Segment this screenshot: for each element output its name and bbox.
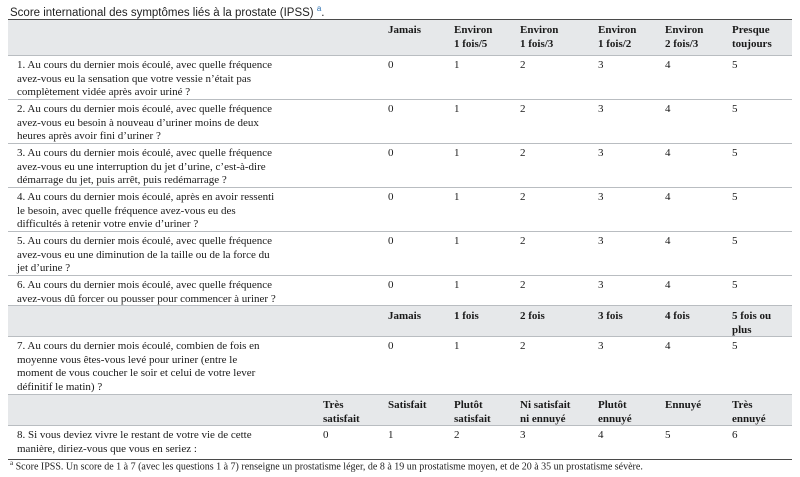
footnote-text: Score IPSS. Un score de 1 à 7 (avec les questions 1 à 7) renseigne un prostatisme léger, de 8 à 19 un prostatisme moyen, et de 20 à 35 un prostatisme sévère.: [15, 461, 643, 473]
answer-score: 4: [665, 235, 671, 247]
question-text: 3. Au cours du dernier mois écoulé, avec quelle fréquence avez-vous eu une interruption du jet d’urine, c’est-à-dire démarrage du jet, puis arrêt, puis redémarrage ?: [17, 147, 273, 186]
header-cell: 3 fois: [598, 310, 623, 322]
header-cell: Plutôt satisfait: [454, 399, 491, 425]
answer-score: 2: [520, 279, 526, 291]
answer-score: 0: [388, 279, 394, 291]
answer-score: 2: [454, 429, 460, 441]
header-cell: Environ 1 fois/2: [598, 24, 637, 50]
answer-score: 0: [388, 340, 394, 352]
header-cell: Très satisfait: [323, 399, 360, 425]
question-row-2: [8, 99, 792, 143]
answer-score: 0: [388, 103, 394, 115]
header-cell: Jamais: [388, 24, 421, 36]
answer-score: 3: [520, 429, 526, 441]
answer-score: 3: [598, 147, 604, 159]
answer-score: 2: [520, 235, 526, 247]
answer-score: 4: [598, 429, 604, 441]
answer-score: 2: [520, 340, 526, 352]
answer-score: 4: [665, 59, 671, 71]
question-row-7: [8, 336, 792, 394]
header-cell: Environ 2 fois/3: [665, 24, 704, 50]
table-caption: Score international des symptômes liés à la prostate (IPSS) $^a$.: [10, 4, 325, 19]
answer-score: 5: [732, 340, 738, 352]
answer-score: 5: [732, 235, 738, 247]
answer-score: 2: [520, 191, 526, 203]
table-footnote: [10, 459, 643, 472]
answer-score: 2: [520, 103, 526, 115]
answer-score: 0: [388, 147, 394, 159]
header-cell: Très ennuyé: [732, 399, 766, 425]
answer-score: 3: [598, 191, 604, 203]
caption-footnote-mark[interactable]: a: [316, 4, 322, 13]
header-cell: 1 fois: [454, 310, 479, 322]
header-cell: 4 fois: [665, 310, 690, 322]
header-cell: Satisfait: [388, 399, 427, 411]
answer-score: 3: [598, 103, 604, 115]
question-text: 2. Au cours du dernier mois écoulé, avec quelle fréquence avez-vous eu besoin à nouveau d’uriner moins de deux heures après avoir fini d’uriner ?: [17, 103, 273, 142]
ipss-table: [8, 19, 792, 460]
answer-score: 1: [388, 429, 394, 441]
footnote-mark: a: [10, 459, 14, 467]
question-row-5: [8, 231, 792, 275]
question-row-1: [8, 55, 792, 99]
answer-score: 4: [665, 103, 671, 115]
answer-score: 2: [520, 59, 526, 71]
answer-score: 1: [454, 59, 460, 71]
answer-score: 1: [454, 191, 460, 203]
answer-score: 5: [732, 103, 738, 115]
header-satisfaction: [8, 394, 792, 425]
question-row-8: [8, 425, 792, 459]
header-cell: Presque toujours: [732, 24, 772, 50]
answer-score: 0: [388, 235, 394, 247]
question-row-6: [8, 275, 792, 305]
answer-score: 4: [665, 340, 671, 352]
question-text: 7. Au cours du dernier mois écoulé, combien de fois en moyenne vous êtes-vous levé pour uriner (entre le moment de vous coucher le soir et celui de votre lever définitif le matin) ?: [17, 340, 260, 393]
header-cell: Environ 1 fois/3: [520, 24, 559, 50]
answer-score: 3: [598, 235, 604, 247]
header-cell: 5 fois ou plus: [732, 310, 772, 336]
answer-score: 4: [665, 279, 671, 291]
question-row-4: [8, 187, 792, 231]
header-cell: Plutôt ennuyé: [598, 399, 632, 425]
answer-score: 5: [732, 191, 738, 203]
answer-score: 1: [454, 103, 460, 115]
answer-score: 1: [454, 340, 460, 352]
answer-score: 0: [388, 59, 394, 71]
question-text: 5. Au cours du dernier mois écoulé, avec quelle fréquence avez-vous eu une diminution de la taille ou de la force du jet d’urine ?: [17, 235, 273, 274]
question-text: 4. Au cours du dernier mois écoulé, après en avoir ressenti le besoin, avec quelle fréquence avez-vous eu des difficultés à retenir votre envie d’uriner ?: [17, 191, 275, 230]
answer-score: 0: [323, 429, 329, 441]
header-cell: Jamais: [388, 310, 421, 322]
answer-score: 2: [520, 147, 526, 159]
answer-score: 1: [454, 147, 460, 159]
question-text: 6. Au cours du dernier mois écoulé, avec quelle fréquence avez-vous dû forcer ou pousser pour commencer à uriner ?: [17, 279, 276, 305]
header-count: [8, 305, 792, 336]
answer-score: 5: [665, 429, 671, 441]
caption-text: Score international des symptômes liés à la prostate (IPSS): [10, 6, 314, 19]
answer-score: 3: [598, 279, 604, 291]
header-frequency: [8, 20, 792, 55]
answer-score: 5: [732, 279, 738, 291]
question-text: 8. Si vous deviez vivre le restant de votre vie de cette manière, diriez-vous que vous en seriez :: [17, 429, 252, 455]
answer-score: 0: [388, 191, 394, 203]
answer-score: 6: [732, 429, 738, 441]
header-cell: Ni satisfait ni ennuyé: [520, 399, 571, 425]
answer-score: 1: [454, 235, 460, 247]
answer-score: 1: [454, 279, 460, 291]
answer-score: 5: [732, 147, 738, 159]
header-cell: Ennuyé: [665, 399, 702, 411]
header-cell: 2 fois: [520, 310, 545, 322]
answer-score: 4: [665, 191, 671, 203]
answer-score: 3: [598, 59, 604, 71]
answer-score: 4: [665, 147, 671, 159]
question-text: 1. Au cours du dernier mois écoulé, avec quelle fréquence avez-vous eu la sensation que votre vessie n’était pas complètement vidée après avoir uriné ?: [17, 59, 273, 98]
answer-score: 3: [598, 340, 604, 352]
header-cell: Environ 1 fois/5: [454, 24, 493, 50]
question-row-3: [8, 143, 792, 187]
answer-score: 5: [732, 59, 738, 71]
